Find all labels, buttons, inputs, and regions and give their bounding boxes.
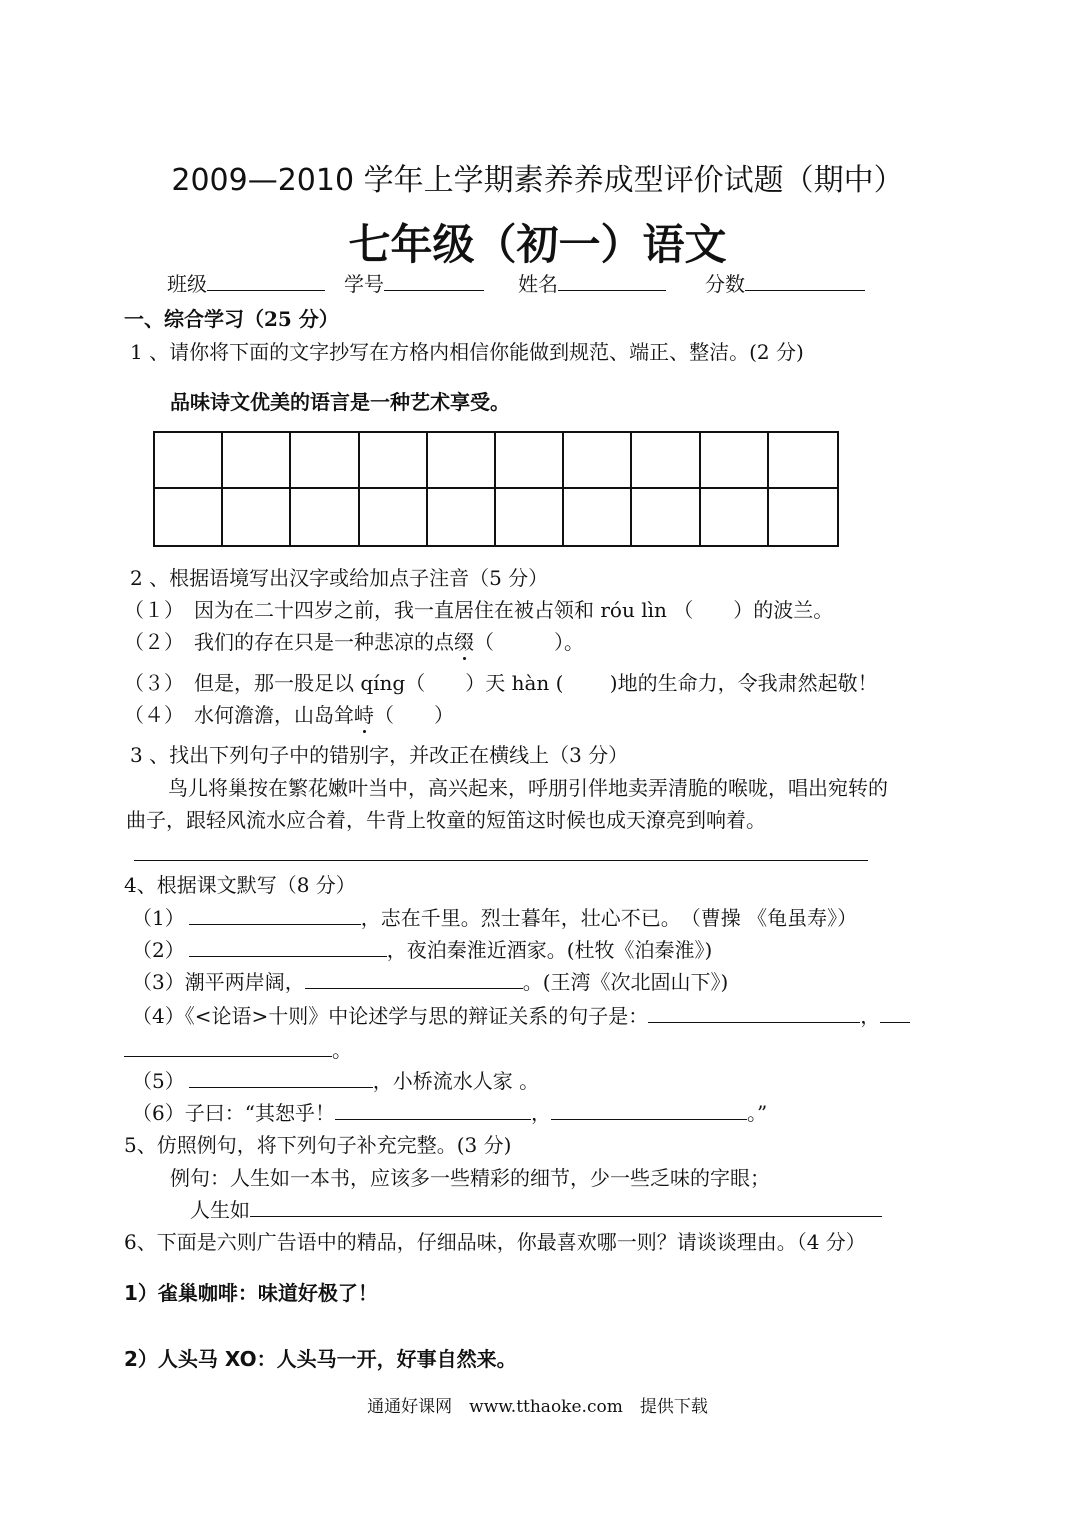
item-text: 因为在二十四岁之前，我一直居住在被占领和 róu lìn （ ）的波兰。 bbox=[194, 598, 834, 622]
q2-item-4 bbox=[124, 703, 454, 727]
q3-passage-line1: 鸟儿将巢按在繁花嫩叶当中，高兴起来，呼朋引伴地卖弄清脆的喉咙，唱出宛转的 bbox=[168, 776, 888, 800]
q4-item-4-continued bbox=[124, 1038, 352, 1062]
item-text: ，小桥流水人家 。 bbox=[372, 1069, 540, 1093]
item-text: 水何澹澹，山岛耸 bbox=[194, 703, 354, 727]
dotted-char: 峙 bbox=[354, 703, 374, 727]
item-number: （3） bbox=[132, 970, 185, 994]
item-text-end: 。(王湾《次北固山下》) bbox=[522, 970, 729, 994]
q4-item-5 bbox=[132, 1069, 539, 1093]
grid-cell[interactable] bbox=[564, 489, 632, 545]
q2-item-1 bbox=[124, 598, 833, 622]
item-text: 但是，那一股足以 qíng（ ）天 hàn ( )地的生命力，令我肃然起敬！ bbox=[194, 671, 878, 695]
grid-cell[interactable] bbox=[155, 433, 223, 489]
grid-cell[interactable] bbox=[632, 489, 700, 545]
item-text-end: （ ） bbox=[374, 703, 454, 727]
q5-prompt: 5、仿照例句，将下列句子补充完整。(3 分) bbox=[124, 1133, 512, 1157]
item-text: 子曰：“其恕乎！ bbox=[184, 1101, 335, 1125]
score-blank[interactable] bbox=[745, 272, 865, 291]
item-number: （３） bbox=[124, 671, 184, 695]
grid-cell[interactable] bbox=[496, 433, 564, 489]
grid-cell[interactable] bbox=[428, 433, 496, 489]
q6-ad-1: 1）雀巢咖啡：味道好极了！ bbox=[124, 1281, 378, 1305]
item-text: 我们的存在只是一种悲凉的点 bbox=[194, 630, 454, 654]
q3-passage-line2: 曲子，跟轻风流水应合着，牛背上牧童的短笛这时候也成天潦亮到响着。 bbox=[126, 808, 766, 832]
info-field-score bbox=[705, 272, 865, 296]
q4-item-1 bbox=[132, 906, 857, 930]
q4-prompt: 4、根据课文默写（8 分） bbox=[124, 873, 356, 897]
answer-blank[interactable] bbox=[250, 1198, 882, 1217]
grid-cell[interactable] bbox=[701, 489, 769, 545]
answer-blank[interactable] bbox=[189, 1069, 373, 1088]
q5-answer bbox=[190, 1198, 882, 1222]
item-number: （１） bbox=[124, 598, 184, 622]
copy-grid bbox=[153, 431, 839, 547]
grid-cell[interactable] bbox=[564, 433, 632, 489]
grid-cell[interactable] bbox=[701, 433, 769, 489]
item-comma: ， bbox=[860, 1004, 881, 1028]
grid-cell[interactable] bbox=[291, 489, 359, 545]
item-text: 《<论语>十则》中论述学与思的辩证关系的句子是： bbox=[184, 1004, 649, 1028]
q6-ad-2: 2）人头马 XO：人头马一开，好事自然来。 bbox=[124, 1347, 517, 1371]
item-number: （4） bbox=[132, 1004, 185, 1028]
answer-blank[interactable] bbox=[305, 970, 523, 989]
info-field-number bbox=[344, 272, 484, 296]
exam-subtitle: 七年级（初一）语文 bbox=[348, 220, 727, 269]
class-blank[interactable] bbox=[207, 272, 325, 291]
grid-cell[interactable] bbox=[496, 489, 564, 545]
number-label: 学号 bbox=[344, 272, 384, 296]
grid-cell[interactable] bbox=[428, 489, 496, 545]
info-field-class bbox=[167, 272, 325, 296]
item-number: （２） bbox=[124, 630, 184, 654]
answer-blank[interactable] bbox=[189, 906, 361, 925]
name-blank[interactable] bbox=[558, 272, 666, 291]
q2-item-3 bbox=[124, 671, 878, 695]
item-end: 。” bbox=[746, 1101, 768, 1125]
grid-cell[interactable] bbox=[155, 489, 223, 545]
grid-cell[interactable] bbox=[291, 433, 359, 489]
q6-prompt: 6、下面是六则广告语中的精品，仔细品味，你最喜欢哪一则？请谈谈理由。（4 分） bbox=[124, 1230, 866, 1254]
q4-item-3 bbox=[132, 970, 728, 994]
dotted-char: 缀 bbox=[454, 630, 474, 654]
grid-cell[interactable] bbox=[360, 433, 428, 489]
item-text: ，志在千里。烈士暮年，壮心不已。 （曹操 《龟虽寿》） bbox=[360, 906, 858, 930]
item-number: （6） bbox=[132, 1101, 185, 1125]
answer-blank[interactable] bbox=[648, 1004, 860, 1023]
item-end: 。 bbox=[332, 1038, 352, 1062]
q3-answer-line[interactable] bbox=[134, 860, 868, 861]
answer-blank[interactable] bbox=[124, 1038, 332, 1057]
answer-blank[interactable] bbox=[335, 1101, 531, 1120]
item-number: （1） bbox=[132, 906, 185, 930]
footer-credit: 通通好课网 www.tthaoke.com 提供下载 bbox=[367, 1397, 708, 1417]
q2-prompt: 2 、根据语境写出汉字或给加点子注音（5 分） bbox=[130, 566, 549, 590]
answer-blank[interactable] bbox=[189, 938, 387, 957]
q4-item-6 bbox=[132, 1101, 767, 1125]
q1-prompt: 1 、请你将下面的文字抄写在方格内相信你能做到规范、端正、整洁。(2 分) bbox=[130, 340, 804, 364]
score-label: 分数 bbox=[705, 272, 745, 296]
grid-cell[interactable] bbox=[223, 433, 291, 489]
item-number: （5） bbox=[132, 1069, 185, 1093]
grid-cell[interactable] bbox=[632, 433, 700, 489]
q3-prompt: 3 、找出下列句子中的错别字，并改正在横线上（3 分） bbox=[130, 743, 629, 767]
class-label: 班级 bbox=[167, 272, 207, 296]
number-blank[interactable] bbox=[384, 272, 484, 291]
exam-title: 2009—2010 学年上学期素养养成型评价试题（期中） bbox=[171, 163, 904, 198]
grid-cell[interactable] bbox=[360, 489, 428, 545]
item-number: （４） bbox=[124, 703, 184, 727]
grid-cell[interactable] bbox=[769, 433, 837, 489]
section1-heading: 一、综合学习（25 分） bbox=[124, 307, 339, 331]
item-text: 潮平两岸阔， bbox=[184, 970, 305, 994]
item-text: ，夜泊秦淮近酒家。(杜牧《泊秦淮》) bbox=[386, 938, 713, 962]
q1-model-text: 品味诗文优美的语言是一种艺术享受。 bbox=[170, 390, 510, 414]
q2-item-2 bbox=[124, 630, 584, 654]
item-text-end: （ ）。 bbox=[474, 630, 584, 654]
info-field-name bbox=[518, 272, 666, 296]
item-mid: ， bbox=[530, 1101, 551, 1125]
item-number: （2） bbox=[132, 938, 185, 962]
answer-blank[interactable] bbox=[880, 1004, 910, 1023]
name-label: 姓名 bbox=[518, 272, 558, 296]
q5-example: 例句：人生如一本书，应该多一些精彩的细节，少一些乏味的字眼； bbox=[170, 1166, 770, 1190]
answer-lead: 人生如 bbox=[190, 1198, 250, 1222]
q4-item-4 bbox=[132, 1004, 910, 1028]
grid-cell[interactable] bbox=[769, 489, 837, 545]
answer-blank[interactable] bbox=[551, 1101, 747, 1120]
grid-cell[interactable] bbox=[223, 489, 291, 545]
q4-item-2 bbox=[132, 938, 712, 962]
